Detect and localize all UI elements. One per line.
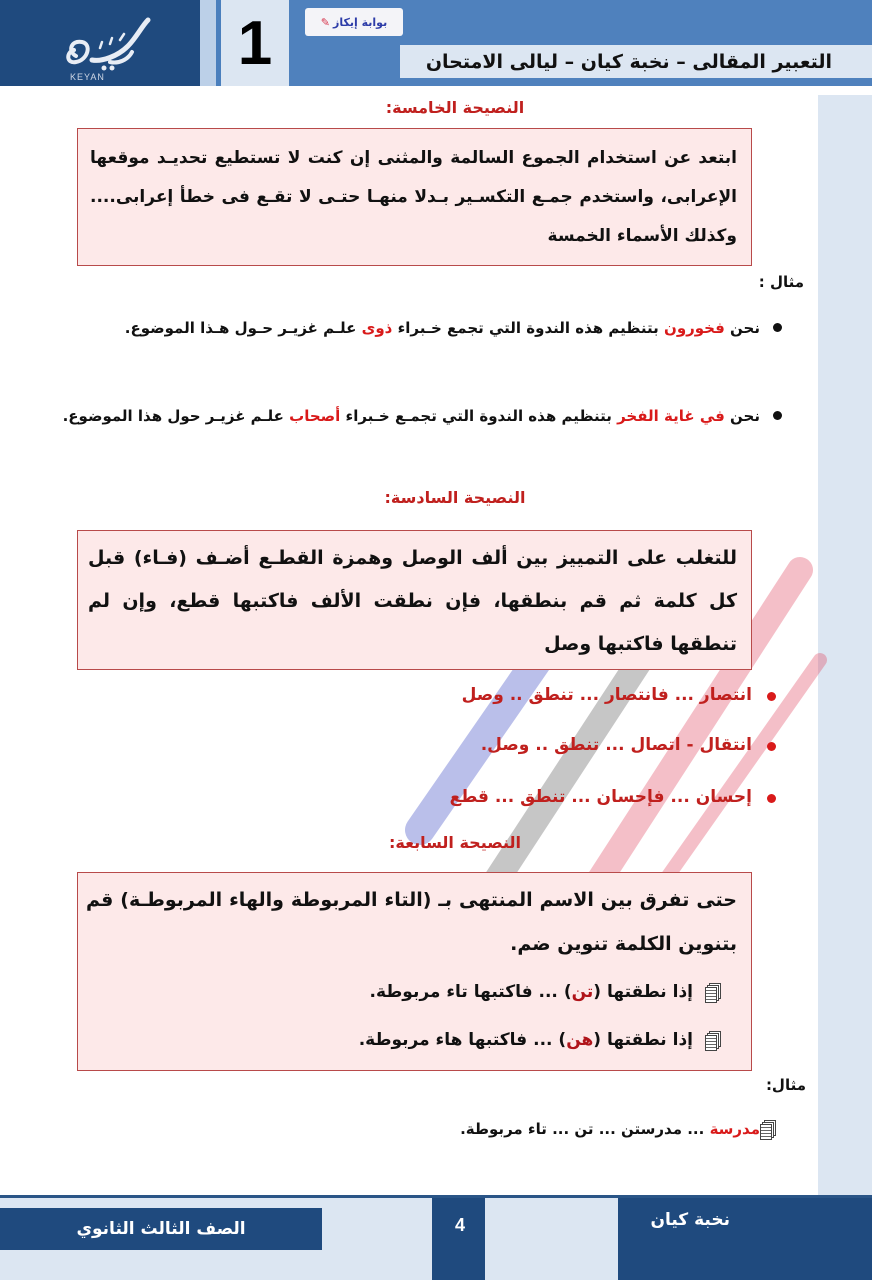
example-text: نحن bbox=[724, 407, 760, 425]
tip-6-box bbox=[77, 530, 752, 670]
rule-text: إذا نطقتها ( bbox=[593, 982, 693, 1002]
tip-7-rule-2 bbox=[359, 1030, 721, 1050]
site-badge-icon: ✎ bbox=[320, 15, 331, 29]
example-text: علـم غزيـر حول هذا الموضوع. bbox=[62, 407, 290, 425]
footer-grade: الصف الثالث الثانوي bbox=[0, 1208, 322, 1250]
bullet-icon bbox=[767, 742, 776, 751]
rule-text: ) ... فاكتبها تاء مربوطة. bbox=[369, 982, 572, 1002]
rule-text: إذا نطقتها ( bbox=[593, 1030, 693, 1050]
header-underline bbox=[400, 78, 872, 84]
tip-7-example-label: مثال: bbox=[765, 1076, 806, 1094]
tip-7-body: حتى تفرق بين الاسم المنتهى بـ (التاء المربوطة والهاء المربوطـة) قم بتنوين الكلمة تنوين ضم. bbox=[86, 889, 737, 955]
example-text: إحسان ... فإحسان ... تنطق ... قطع bbox=[449, 787, 752, 807]
header-divider bbox=[200, 0, 216, 86]
tip-7-rules-box bbox=[77, 968, 752, 1071]
bullet-icon bbox=[773, 411, 782, 420]
example-highlight: في غاية الفخر bbox=[617, 407, 725, 425]
tip-7-title: النصيحة السابعة: bbox=[388, 833, 522, 852]
example-text: نحن bbox=[724, 319, 760, 337]
page-header bbox=[0, 0, 872, 86]
page-number: 4 bbox=[435, 1198, 485, 1280]
tip-7-example bbox=[460, 1120, 776, 1138]
logo-subtext: KEYAN bbox=[70, 72, 105, 82]
site-badge-text: بوابة إيكاز bbox=[333, 15, 388, 29]
example-highlight: فخورون bbox=[664, 319, 725, 337]
document-icon bbox=[762, 1120, 776, 1138]
bullet-icon bbox=[773, 323, 782, 332]
bullet-icon bbox=[767, 794, 776, 803]
tip-5-body: ابتعد عن استخدام الجموع السالمة والمثنى إن كنت لا تستطيع تحديـد موقعها الإعرابى، واستخدم جمـع التكسـير بـدلا منهـا حتـى لا تقـع فى خطأ إعرابى.... وكذلك الأسماء الخمسة bbox=[90, 148, 737, 246]
example-text: ... مدرستن ... تن ... تاء مربوطة. bbox=[460, 1120, 710, 1138]
side-strip bbox=[818, 95, 872, 1195]
document-icon bbox=[707, 1031, 721, 1049]
rule-key: تن bbox=[571, 982, 594, 1002]
example-text: علـم غزيـر حـول هـذا الموضوع. bbox=[124, 319, 362, 337]
tip-6-example-2 bbox=[481, 735, 776, 755]
example-text: بتنظيم هذه الندوة التي تجمع خـبراء bbox=[392, 319, 665, 337]
tip-5-example-label: مثال : bbox=[758, 273, 804, 291]
tip-6-title: النصيحة السادسة: bbox=[384, 488, 526, 507]
keyan-logo-icon bbox=[62, 16, 158, 72]
tip-5-title: النصيحة الخامسة: bbox=[385, 98, 525, 117]
tip-7-box bbox=[77, 872, 752, 970]
tip-7-rule-1 bbox=[370, 982, 722, 1002]
bullet-icon bbox=[767, 692, 776, 701]
page-title: التعبير المقالى – نخبة كيان – ليالى الامتحان bbox=[400, 45, 872, 78]
rule-key: هن bbox=[566, 1030, 594, 1050]
example-text: بتنظيم هذه الندوة التي تجمـع خـبراء bbox=[340, 407, 618, 425]
example-text: انتصار ... فانتصار ... تنطق .. وصل bbox=[461, 685, 752, 705]
footer-brand-panel bbox=[618, 1198, 872, 1280]
tip-6-body: للتغلب على التمييز بين ألف الوصل وهمزة القطـع أضـف (فـاء) قبل كل كلمة ثم قم بنطقها، فإن نطقت الألف فاكتبها قطع، وإن لم تنطقها فاكتبها وصل bbox=[88, 547, 737, 655]
tip-5-example-2 bbox=[62, 396, 782, 436]
keyan-logo bbox=[62, 16, 158, 82]
site-badge bbox=[305, 8, 403, 36]
example-highlight: مدرسة bbox=[709, 1120, 760, 1138]
example-highlight: ذوى bbox=[361, 319, 393, 337]
footer-spacer bbox=[485, 1198, 618, 1280]
tip-5-example-1 bbox=[62, 308, 782, 348]
document-icon bbox=[707, 983, 721, 1001]
example-highlight: أصحاب bbox=[289, 407, 341, 425]
footer-brand: نخبة كيان bbox=[650, 1210, 730, 1230]
chapter-number: 1 bbox=[221, 0, 289, 86]
tip-6-example-3 bbox=[450, 787, 776, 807]
tip-5-box bbox=[77, 128, 752, 266]
rule-text: ) ... فاكتبها هاء مربوطة. bbox=[358, 1030, 567, 1050]
example-text: انتقال - اتصال ... تنطق .. وصل. bbox=[480, 735, 752, 755]
tip-6-example-1 bbox=[462, 685, 776, 705]
